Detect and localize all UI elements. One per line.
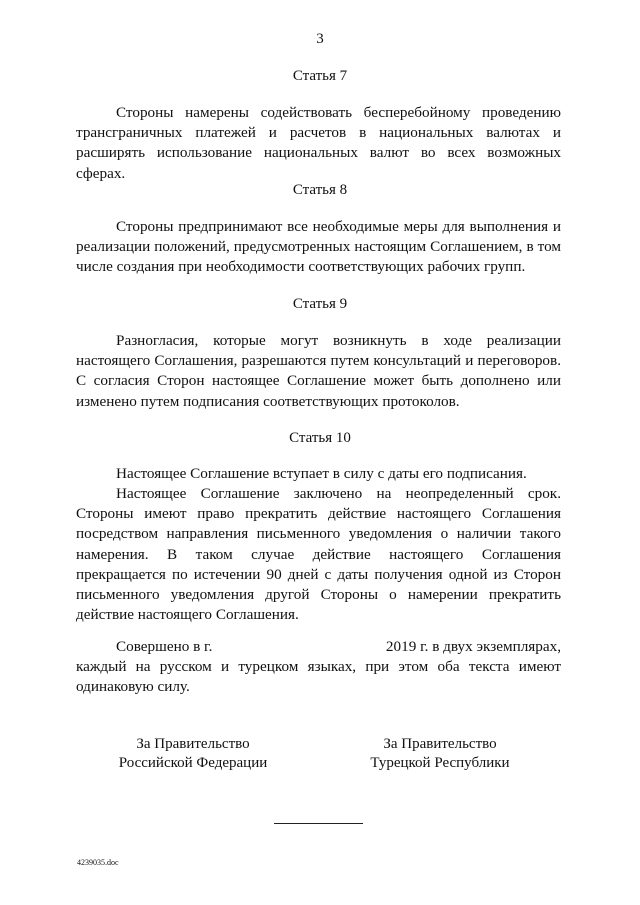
- signature-left-line2: Российской Федерации: [118, 755, 268, 771]
- file-name: 4239035.doc: [77, 858, 119, 867]
- signature-left: [103, 735, 283, 773]
- footer-rule: [274, 823, 363, 824]
- article-10-heading: Статья 10: [289, 430, 351, 446]
- article-7-paragraph: Стороны намерены содействовать бесперебойному проведению трансграничных платежей и расчетов в национальных валютах и расширять использование национальных валют во всех возможных сферах.: [76, 104, 561, 182]
- signature-right-line1: За Правительство: [383, 736, 497, 752]
- article-9-paragraph: Разногласия, которые могут возникнуть в ходе реализации настоящего Соглашения, разрешаются путем консультаций и переговоров. С согласия Сторон настоящее Соглашение может быть дополнено или изменено путем подписания соответствующих протоколов.: [76, 332, 561, 410]
- article-10-paragraph-1: Настоящее Соглашение вступает в силу с даты его подписания.: [116, 465, 527, 482]
- closing-first-line: [76, 637, 561, 657]
- signature-right-line2: Турецкой Республики: [370, 755, 510, 771]
- closing-block: [76, 637, 561, 698]
- closing-year: 2019 г. в двух экземплярах,: [385, 638, 561, 655]
- article-8-heading: Статья 8: [292, 182, 348, 198]
- page-number: 3: [316, 31, 324, 47]
- article-7-heading: Статья 7: [292, 68, 348, 84]
- signature-right: [350, 735, 530, 773]
- closing-done-at: Совершено в г.: [116, 638, 213, 655]
- closing-rest: каждый на русском и турецком языках, при этом оба текста имеют одинаковую силу.: [76, 658, 561, 696]
- signature-left-line1: За Правительство: [136, 736, 250, 752]
- article-8-paragraph: Стороны предпринимают все необходимые меры для выполнения и реализации положений, предусмотренных настоящим Соглашением, в том числе создания при необходимости соответствующих рабочих групп.: [76, 218, 561, 276]
- article-9-heading: Статья 9: [292, 296, 348, 312]
- article-10-paragraph-2: Настоящее Соглашение заключено на неопределенный срок. Стороны имеют право прекратить действие настоящего Соглашения посредством направления письменного уведомления о наличии такого намерения. В таком случае действие настоящего Соглашения прекращается по истечении 90 дней с даты получения одной из Сторон письменного уведомления другой Стороны о намерении прекратить действие настоящего Соглашения.: [76, 485, 561, 624]
